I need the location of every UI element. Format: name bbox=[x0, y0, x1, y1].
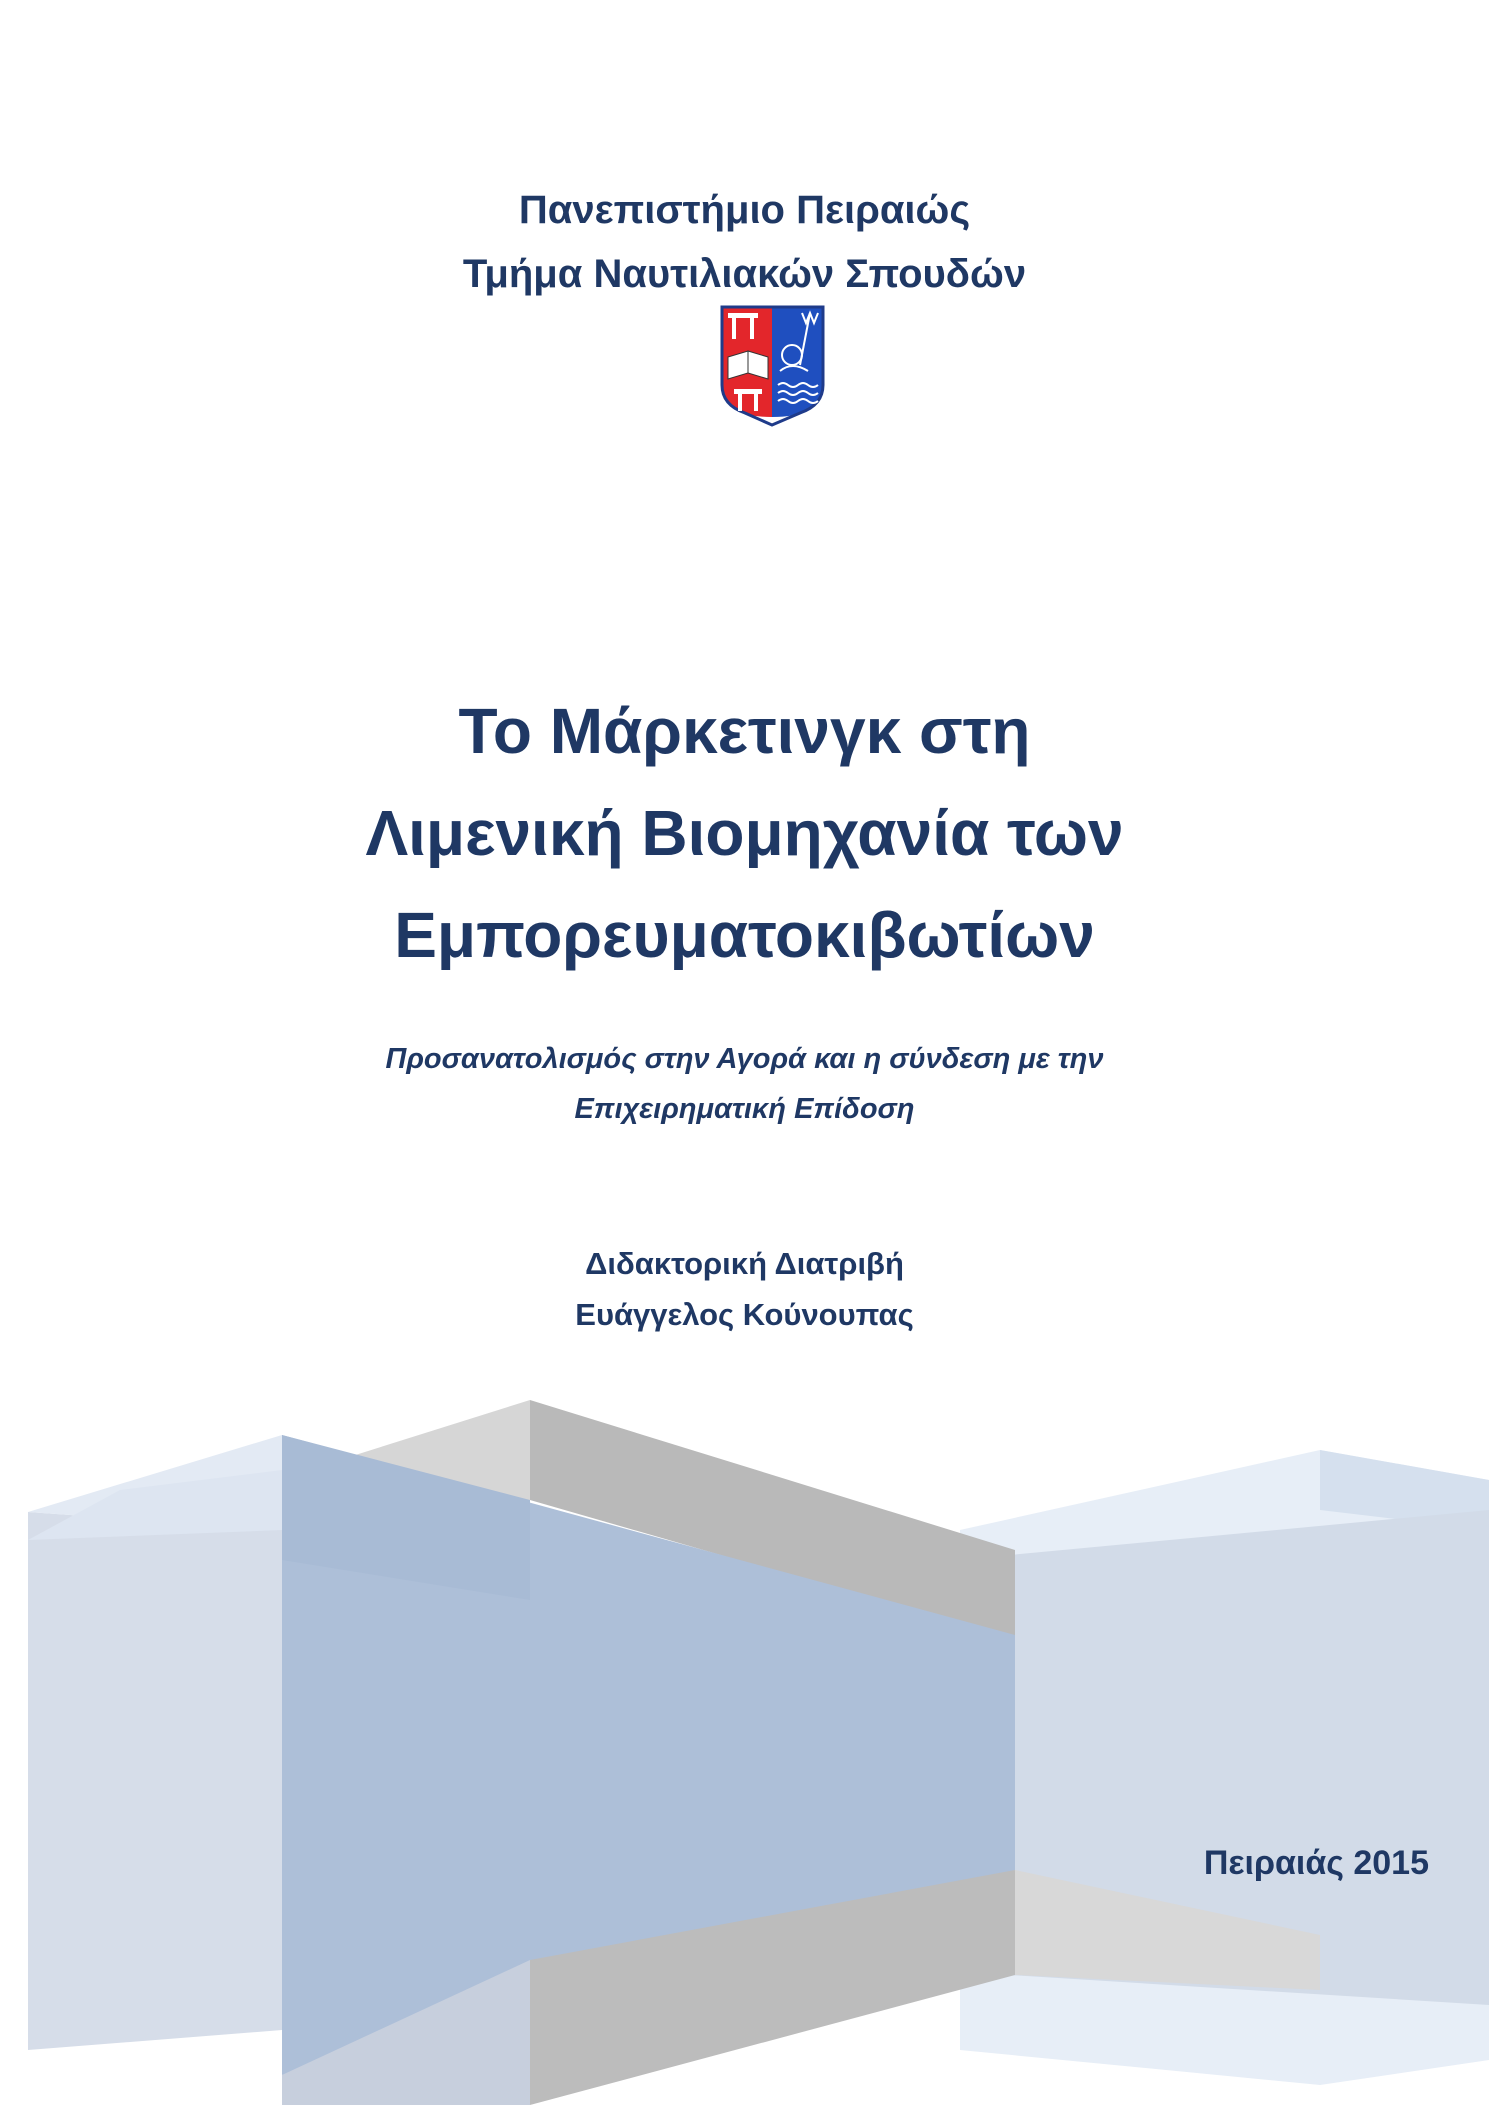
thesis-type: Διδακτορική Διατριβή bbox=[585, 1246, 904, 1281]
title-line-3: Εμπορευματοκιβωτίων bbox=[394, 899, 1095, 971]
subtitle-line-2: Επιχειρηματική Επίδοση bbox=[574, 1093, 915, 1125]
author-name: Ευάγγελος Κούνουπας bbox=[575, 1297, 914, 1332]
thesis-info bbox=[0, 1238, 1489, 1340]
place-year: Πειραιάς 2015 bbox=[1203, 1844, 1429, 1882]
university-crest-icon bbox=[720, 305, 825, 427]
title-line-2: Λιμενική Βιομηχανία των bbox=[365, 797, 1124, 869]
university-name: Πανεπιστήμιο Πειραιώς bbox=[518, 188, 971, 232]
shape-left-panel bbox=[28, 1512, 282, 2050]
thesis-subtitle bbox=[0, 1034, 1489, 1134]
subtitle-line-1: Προσανατολισμός στην Αγορά και η σύνδεση με την bbox=[385, 1043, 1104, 1075]
decorative-cover-shapes bbox=[0, 1380, 1489, 2105]
university-header bbox=[0, 178, 1489, 306]
title-line-1: Το Μάρκετινγκ στη bbox=[458, 695, 1031, 767]
department-name: Τμήμα Ναυτιλιακών Σπουδών bbox=[462, 252, 1027, 296]
thesis-title bbox=[0, 680, 1489, 986]
